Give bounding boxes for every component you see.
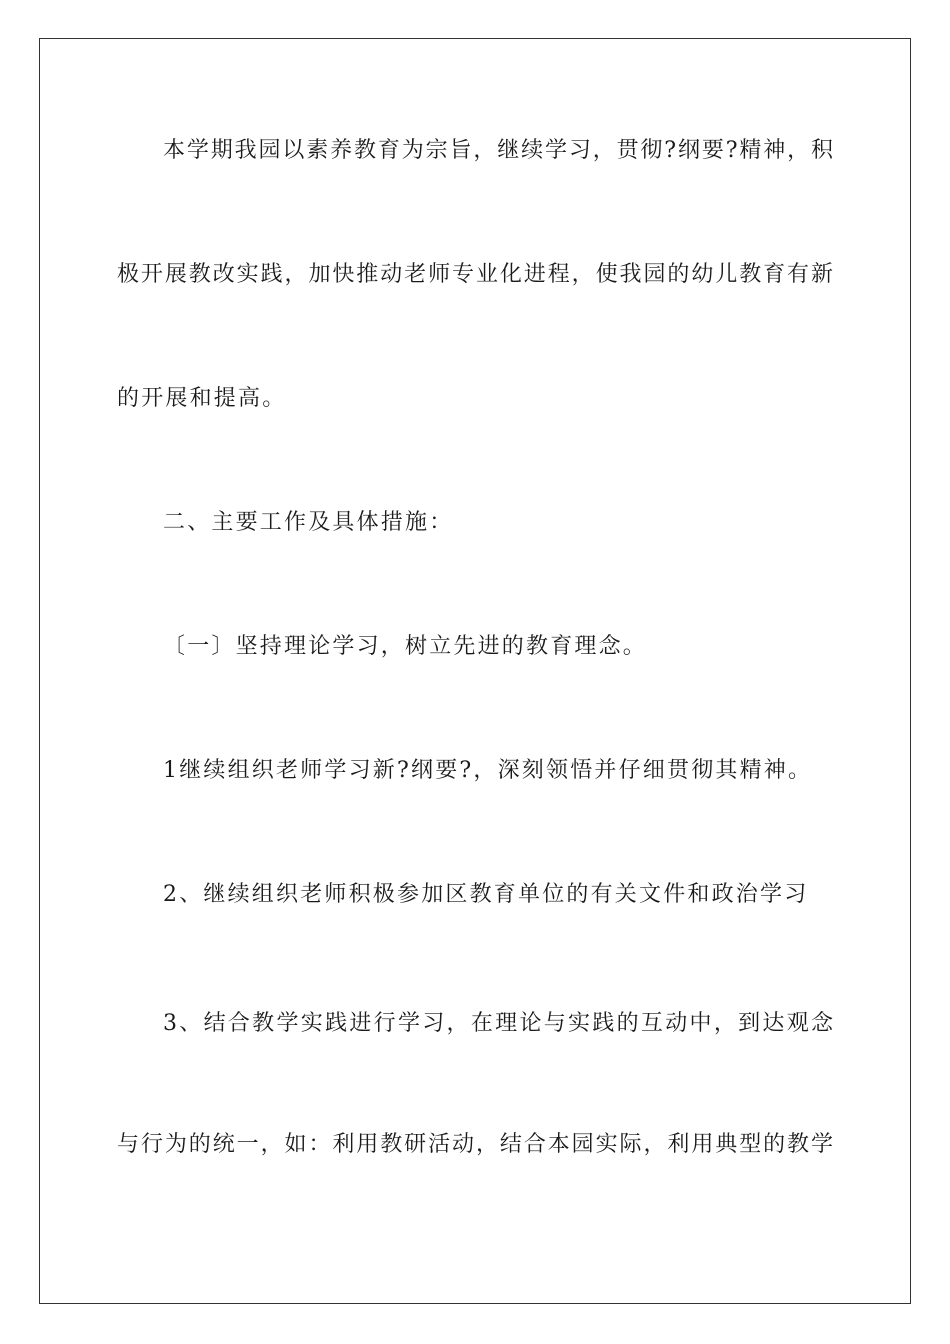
paragraph-line-2: 极开展教改实践，加快推动老师专业化进程，使我园的幼儿教育有新 bbox=[117, 262, 833, 287]
section-heading: 二、主要工作及具体措施： bbox=[163, 510, 454, 535]
list-item-1: 1继续组织老师学习新?纲要?，深刻领悟并仔细贯彻其精神。 bbox=[163, 758, 813, 783]
paragraph-line-1: 本学期我园以素养教育为宗旨，继续学习，贯彻?纲要?精神，积 bbox=[163, 138, 833, 163]
page-border bbox=[39, 38, 911, 1304]
list-item-3-line-1: 3、结合教学实践进行学习，在理论与实践的互动中，到达观念 bbox=[163, 1011, 833, 1036]
list-item-2: 2、继续组织老师积极参加区教育单位的有关文件和政治学习 bbox=[163, 882, 809, 907]
paragraph-line-3: 的开展和提高。 bbox=[117, 386, 287, 411]
list-item-3-line-2: 与行为的统一，如：利用教研活动，结合本园实际，利用典型的教学 bbox=[117, 1132, 833, 1157]
subsection-heading: 〔一〕坚持理论学习，树立先进的教育理念。 bbox=[163, 634, 648, 659]
